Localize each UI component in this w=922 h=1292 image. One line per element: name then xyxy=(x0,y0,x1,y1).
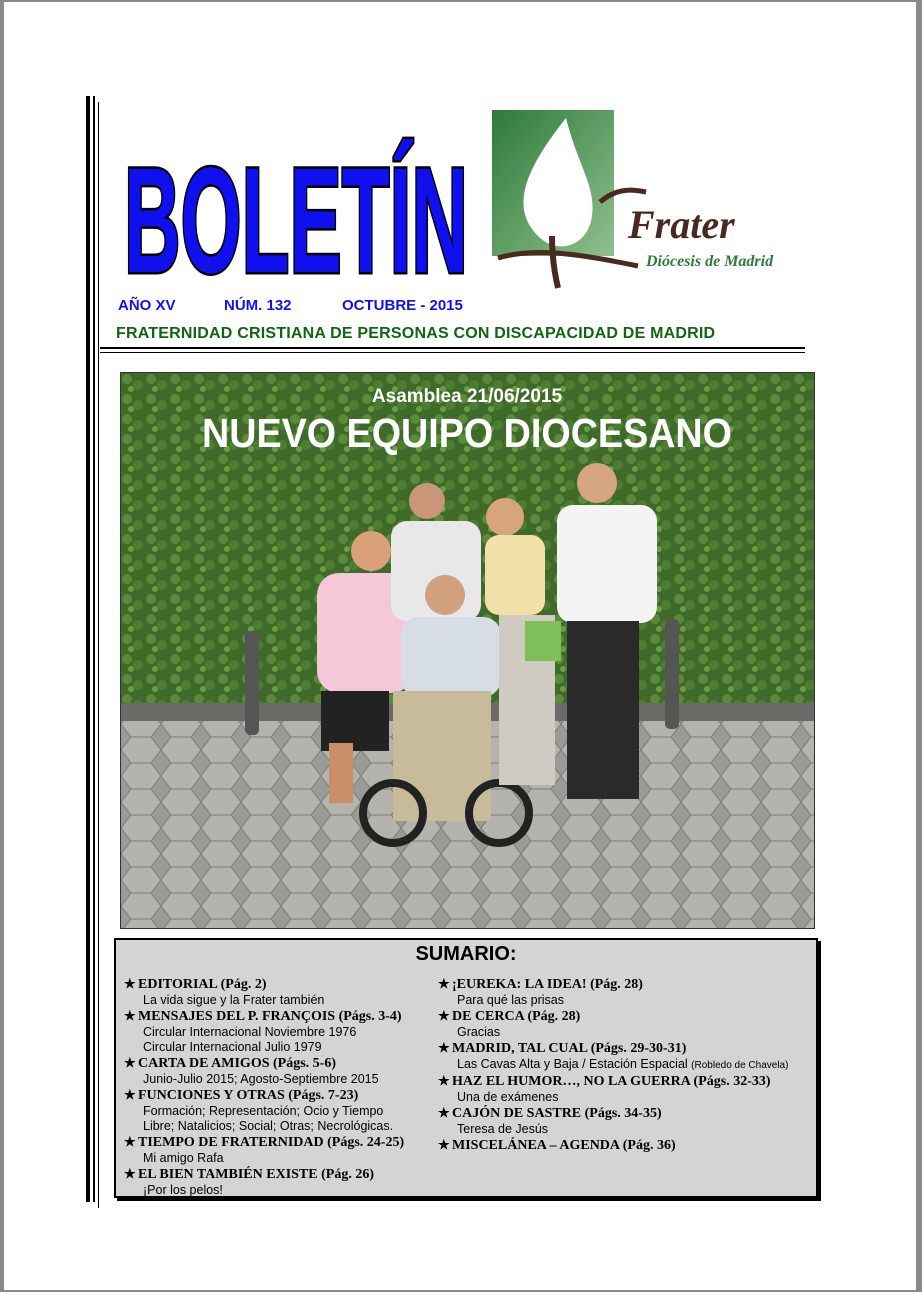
star-icon: ★ xyxy=(124,976,136,991)
star-icon: ★ xyxy=(438,1105,450,1120)
svg-text:NUEVO EQUIPO DIOCESANO: NUEVO EQUIPO DIOCESANO xyxy=(202,410,732,456)
svg-text:Asamblea 21/06/2015: Asamblea 21/06/2015 xyxy=(371,386,563,407)
summary-entry[interactable]: ★ ¡EUREKA: LA IDEA! (Pág. 28) Para qué las prisas xyxy=(438,976,643,1007)
star-icon: ★ xyxy=(438,1008,450,1023)
star-icon: ★ xyxy=(124,1166,136,1181)
summary-entry[interactable]: ★ MENSAJES DEL P. FRANÇOIS (Págs. 3-4) Circular Internacional Noviembre 1976 Circular Internacional Julio 1979 xyxy=(124,1008,402,1054)
star-icon: ★ xyxy=(124,1134,136,1149)
cover-photo-illustration xyxy=(121,373,814,928)
left-rule-thin xyxy=(93,96,95,1202)
header-rule-1 xyxy=(100,347,805,349)
header-rule-2 xyxy=(100,352,805,353)
summary-right-column xyxy=(438,976,788,1154)
star-icon: ★ xyxy=(438,976,450,991)
issue-date: OCTUBRE - 2015 xyxy=(342,297,463,314)
star-icon: ★ xyxy=(124,1055,136,1070)
summary-left-column xyxy=(124,976,404,1198)
star-icon: ★ xyxy=(124,1008,136,1023)
summary-entry[interactable]: ★ EL BIEN TAMBIÉN EXISTE (Pág. 26) ¡Por los pelos! xyxy=(124,1166,374,1197)
star-icon: ★ xyxy=(124,1087,136,1102)
summary-entry[interactable]: ★ MISCELÁNEA – AGENDA (Pág. 36) xyxy=(438,1137,676,1153)
bollard xyxy=(665,619,679,729)
summary-entry[interactable]: ★ FUNCIONES Y OTRAS (Págs. 7-23) Formación; Representación; Ocio y Tiempo Libre; Natalicios; Social; Otras; Necrológicas. xyxy=(124,1087,394,1133)
summary-entry[interactable]: ★ HAZ EL HUMOR…, NO LA GUERRA (Págs. 32-33) Una de exámenes xyxy=(438,1073,771,1104)
star-icon: ★ xyxy=(438,1040,450,1055)
issue-number: NÚM. 132 xyxy=(224,297,292,314)
left-rule-thick xyxy=(86,96,90,1202)
left-rule-hair xyxy=(98,102,99,1208)
svg-text:Diócesis de Madrid: Diócesis de Madrid xyxy=(646,253,774,270)
star-icon: ★ xyxy=(438,1137,450,1152)
document-page xyxy=(4,2,916,1290)
frater-logo xyxy=(488,106,818,296)
summary-entry[interactable]: ★ DE CERCA (Pág. 28) Gracias xyxy=(438,1008,581,1039)
organization-name: FRATERNIDAD CRISTIANA DE PERSONAS CON DISCAPACIDAD DE MADRID xyxy=(116,325,716,342)
logo-branch xyxy=(498,253,638,266)
summary-entry[interactable]: ★ EDITORIAL (Pág. 2) La vida sigue y la Frater también xyxy=(124,976,325,1007)
summary-entry[interactable]: ★ TIEMPO DE FRATERNIDAD (Págs. 24-25) Mi amigo Rafa xyxy=(124,1134,405,1165)
cover-photo xyxy=(120,372,815,929)
summary-title: SUMARIO: xyxy=(415,943,517,965)
summary-entry[interactable]: ★ MADRID, TAL CUAL (Págs. 29-30-31) Las Cavas Alta y Baja / Estación Espacial (Robledo de Chavela) xyxy=(438,1040,789,1071)
issue-year: AÑO XV xyxy=(118,297,176,314)
star-icon: ★ xyxy=(438,1073,450,1088)
summary-entry[interactable]: ★ CARTA DE AMIGOS (Págs. 5-6) Junio-Julio 2015; Agosto-Septiembre 2015 xyxy=(124,1055,379,1086)
svg-text:Frater: Frater xyxy=(628,202,735,247)
svg-text:BOLETÍN: BOLETÍN xyxy=(124,136,468,290)
summary-entry[interactable]: ★ CAJÓN DE SASTRE (Págs. 34-35) Teresa de Jesús xyxy=(438,1105,662,1136)
summary-box xyxy=(114,938,818,1198)
bollard xyxy=(245,631,259,735)
boletin-title xyxy=(122,90,472,290)
